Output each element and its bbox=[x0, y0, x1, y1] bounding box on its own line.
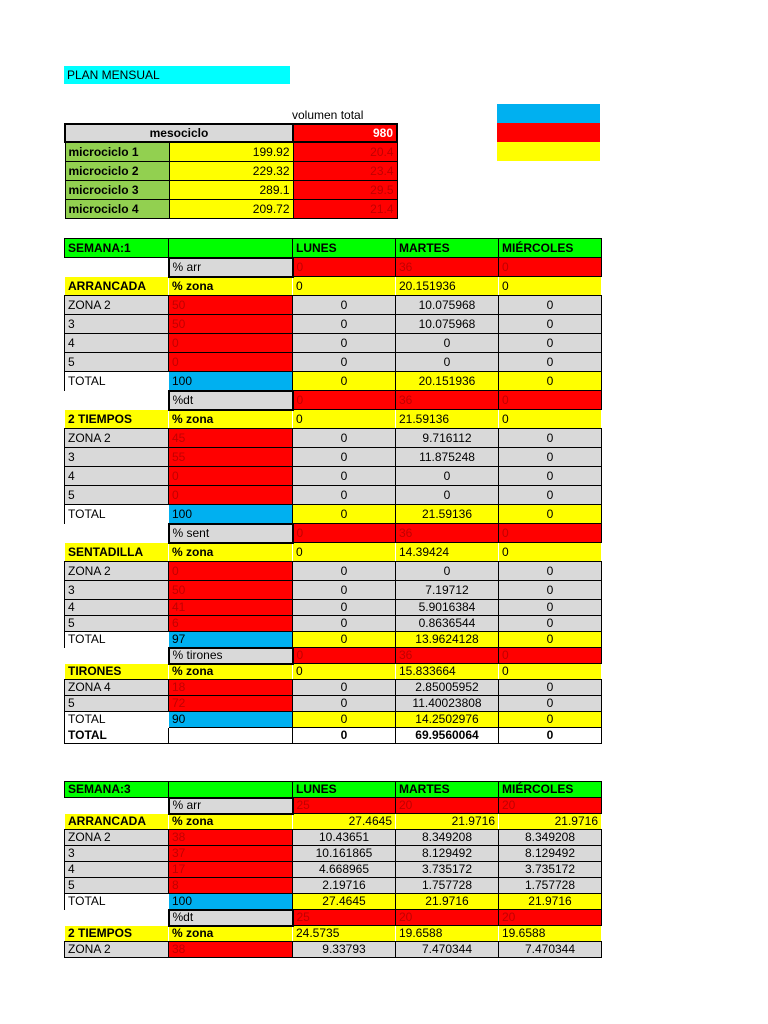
day-lunes: LUNES bbox=[293, 239, 396, 258]
zona-label: % zona bbox=[169, 277, 293, 296]
zone-label: 4 bbox=[65, 334, 169, 353]
zone-percent[interactable]: 0 bbox=[169, 562, 293, 581]
total-value[interactable]: 27.4645 bbox=[293, 894, 396, 910]
total-value[interactable]: 0 bbox=[293, 372, 396, 391]
total-value[interactable]: 0 bbox=[499, 712, 602, 728]
zone-label: 5 bbox=[65, 696, 169, 712]
total-label: TOTAL bbox=[65, 712, 169, 728]
zone-row bbox=[65, 846, 602, 862]
zone-value[interactable]: 0 bbox=[499, 562, 602, 581]
zone-percent[interactable]: 50 bbox=[169, 296, 293, 315]
zone-value[interactable]: 8.349208 bbox=[499, 830, 602, 846]
zone-label: 4 bbox=[65, 600, 169, 616]
zona-value[interactable]: 14.39424 bbox=[396, 543, 499, 562]
zone-percent[interactable]: 50 bbox=[169, 581, 293, 600]
microciclo-name: microciclo 4 bbox=[65, 199, 169, 218]
zone-value[interactable]: 0 bbox=[396, 486, 499, 505]
microciclo-value-b[interactable]: 23.4 bbox=[293, 161, 397, 180]
zone-value[interactable]: 0 bbox=[293, 600, 396, 616]
zone-value[interactable]: 0 bbox=[499, 486, 602, 505]
zone-value[interactable]: 0 bbox=[499, 353, 602, 372]
zone-percent[interactable]: 50 bbox=[169, 315, 293, 334]
zone-value[interactable]: 0 bbox=[499, 448, 602, 467]
zone-value[interactable]: 10.161865 bbox=[293, 846, 396, 862]
zona-value[interactable]: 0 bbox=[293, 410, 396, 429]
week-header-row bbox=[65, 239, 602, 258]
zone-label: ZONA 2 bbox=[65, 942, 169, 958]
zone-value[interactable]: 0 bbox=[293, 581, 396, 600]
day-martes: MARTES bbox=[396, 239, 499, 258]
zone-value[interactable]: 0 bbox=[499, 296, 602, 315]
zone-percent[interactable]: 37 bbox=[169, 846, 293, 862]
zone-value[interactable]: 0 bbox=[293, 448, 396, 467]
zone-value[interactable]: 4.668965 bbox=[293, 862, 396, 878]
zone-percent[interactable]: 72 bbox=[169, 696, 293, 712]
percent-value[interactable]: 0 bbox=[293, 391, 396, 410]
zone-row bbox=[65, 467, 602, 486]
total-value[interactable]: 13.9624128 bbox=[396, 632, 499, 648]
percent-value[interactable]: 36 bbox=[396, 524, 499, 543]
percent-value[interactable]: 36 bbox=[396, 648, 499, 664]
zone-percent[interactable]: 17 bbox=[169, 862, 293, 878]
week-label: SEMANA:3 bbox=[65, 782, 169, 798]
legend-swatch-red bbox=[497, 123, 600, 142]
zone-row bbox=[65, 680, 602, 696]
microciclo-value-b[interactable]: 20.4 bbox=[293, 142, 397, 161]
zone-value[interactable]: 0 bbox=[499, 600, 602, 616]
zone-value[interactable]: 0 bbox=[293, 334, 396, 353]
zone-value[interactable]: 11.875248 bbox=[396, 448, 499, 467]
zone-label: 5 bbox=[65, 486, 169, 505]
percent-value[interactable]: 20 bbox=[396, 798, 499, 814]
total-value[interactable]: 0 bbox=[499, 505, 602, 524]
microciclo-value-b[interactable]: 29.5 bbox=[293, 180, 397, 199]
exercise-row bbox=[65, 814, 602, 830]
zona-value[interactable]: 0 bbox=[293, 543, 396, 562]
zone-row bbox=[65, 581, 602, 600]
zone-percent[interactable]: 8 bbox=[169, 878, 293, 894]
day-lunes: LUNES bbox=[293, 782, 396, 798]
total-value[interactable]: 21.59136 bbox=[396, 505, 499, 524]
total-value[interactable]: 21.9716 bbox=[499, 894, 602, 910]
microciclo-row bbox=[65, 199, 397, 218]
zone-value[interactable]: 0 bbox=[396, 562, 499, 581]
blank-cell bbox=[65, 391, 169, 410]
grand-total-value[interactable]: 0 bbox=[499, 728, 602, 744]
zone-percent[interactable]: 6 bbox=[169, 616, 293, 632]
zone-value[interactable]: 3.735172 bbox=[396, 862, 499, 878]
zona-value[interactable]: 24.5735 bbox=[293, 926, 396, 942]
microciclo-name: microciclo 3 bbox=[65, 180, 169, 199]
zone-value[interactable]: 11.40023808 bbox=[396, 696, 499, 712]
percent-value[interactable]: 20 bbox=[499, 910, 602, 926]
percent-value[interactable]: 0 bbox=[499, 391, 602, 410]
percent-label: % tirones bbox=[169, 648, 293, 664]
zona-value[interactable]: 20.151936 bbox=[396, 277, 499, 296]
zone-label: 3 bbox=[65, 315, 169, 334]
blank-cell bbox=[65, 910, 169, 926]
zone-value[interactable]: 0 bbox=[293, 562, 396, 581]
percent-label: % arr bbox=[169, 798, 293, 814]
zone-value[interactable]: 0 bbox=[293, 429, 396, 448]
zone-value[interactable]: 2.85005952 bbox=[396, 680, 499, 696]
zone-value[interactable]: 0 bbox=[499, 581, 602, 600]
zone-value[interactable]: 1.757728 bbox=[396, 878, 499, 894]
zone-percent[interactable]: 0 bbox=[169, 467, 293, 486]
percent-row bbox=[65, 798, 602, 814]
zone-value[interactable]: 0 bbox=[293, 696, 396, 712]
zone-value[interactable]: 0 bbox=[396, 467, 499, 486]
percent-value[interactable]: 36 bbox=[396, 258, 499, 277]
zone-percent[interactable]: 55 bbox=[169, 448, 293, 467]
microciclo-value-a[interactable]: 229.32 bbox=[169, 161, 293, 180]
exercise-row bbox=[65, 410, 602, 429]
zone-percent[interactable]: 0 bbox=[169, 486, 293, 505]
total-value[interactable]: 0 bbox=[293, 505, 396, 524]
mesociclo-table bbox=[64, 123, 398, 219]
zone-value[interactable]: 0 bbox=[499, 680, 602, 696]
zone-value[interactable]: 7.470344 bbox=[499, 942, 602, 958]
total-percent[interactable]: 97 bbox=[169, 632, 293, 648]
zona-value[interactable]: 0 bbox=[499, 410, 602, 429]
total-percent[interactable]: 100 bbox=[169, 372, 293, 391]
zone-value[interactable]: 0 bbox=[396, 334, 499, 353]
percent-value[interactable]: 36 bbox=[396, 391, 499, 410]
exercise-name: TIRONES bbox=[65, 664, 169, 680]
zone-percent[interactable]: 41 bbox=[169, 600, 293, 616]
microciclo-row bbox=[65, 180, 397, 199]
zone-percent[interactable]: 0 bbox=[169, 353, 293, 372]
zona-value[interactable]: 27.4645 bbox=[293, 814, 396, 830]
zone-row bbox=[65, 600, 602, 616]
zone-value[interactable]: 0 bbox=[293, 315, 396, 334]
total-value[interactable]: 14.2502976 bbox=[396, 712, 499, 728]
zone-label: ZONA 2 bbox=[65, 830, 169, 846]
zone-label: ZONA 2 bbox=[65, 296, 169, 315]
percent-label: % arr bbox=[169, 258, 293, 277]
total-percent[interactable]: 100 bbox=[169, 505, 293, 524]
total-label: TOTAL bbox=[65, 505, 169, 524]
zone-label: 5 bbox=[65, 878, 169, 894]
zone-percent[interactable]: 45 bbox=[169, 429, 293, 448]
total-value[interactable]: 20.151936 bbox=[396, 372, 499, 391]
zone-value[interactable]: 0 bbox=[293, 296, 396, 315]
zona-value[interactable]: 0 bbox=[499, 277, 602, 296]
plan-title: PLAN MENSUAL bbox=[64, 66, 290, 84]
zone-value[interactable]: 10.075968 bbox=[396, 296, 499, 315]
zone-row bbox=[65, 562, 602, 581]
zone-value[interactable]: 0 bbox=[499, 696, 602, 712]
microciclo-name: microciclo 2 bbox=[65, 161, 169, 180]
zone-percent[interactable]: 38 bbox=[169, 942, 293, 958]
zone-label: ZONA 4 bbox=[65, 680, 169, 696]
zona-value[interactable]: 0 bbox=[293, 277, 396, 296]
zona-value[interactable]: 21.9716 bbox=[499, 814, 602, 830]
blank-cell bbox=[65, 798, 169, 814]
percent-value[interactable]: 0 bbox=[293, 524, 396, 543]
total-row bbox=[65, 632, 602, 648]
semana-1-table bbox=[64, 238, 602, 744]
grand-total-label: TOTAL bbox=[65, 728, 169, 744]
zone-row bbox=[65, 334, 602, 353]
total-value[interactable]: 0 bbox=[293, 712, 396, 728]
zone-value[interactable]: 3.735172 bbox=[499, 862, 602, 878]
total-value[interactable]: 0 bbox=[499, 372, 602, 391]
zone-value[interactable]: 0 bbox=[499, 616, 602, 632]
day-martes: MARTES bbox=[396, 782, 499, 798]
total-value[interactable]: 0 bbox=[499, 632, 602, 648]
zone-row bbox=[65, 696, 602, 712]
grand-total-blank bbox=[169, 728, 293, 744]
exercise-name: ARRANCADA bbox=[65, 277, 169, 296]
zone-value[interactable]: 0 bbox=[293, 486, 396, 505]
percent-value[interactable]: 0 bbox=[499, 648, 602, 664]
total-label: TOTAL bbox=[65, 372, 169, 391]
zone-label: 4 bbox=[65, 467, 169, 486]
zone-value[interactable]: 0 bbox=[293, 680, 396, 696]
zone-value[interactable]: 0 bbox=[499, 315, 602, 334]
zone-row bbox=[65, 429, 602, 448]
week-header-blank bbox=[169, 782, 293, 798]
zone-row bbox=[65, 616, 602, 632]
microciclo-name: microciclo 1 bbox=[65, 142, 169, 161]
zone-value[interactable]: 8.129492 bbox=[499, 846, 602, 862]
grand-total-value[interactable]: 0 bbox=[293, 728, 396, 744]
zone-row bbox=[65, 296, 602, 315]
zone-row bbox=[65, 830, 602, 846]
semana-3-table bbox=[64, 781, 602, 958]
zone-row bbox=[65, 486, 602, 505]
total-row bbox=[65, 505, 602, 524]
total-value[interactable]: 21.9716 bbox=[396, 894, 499, 910]
zone-value[interactable]: 9.33793 bbox=[293, 942, 396, 958]
week-label: SEMANA:1 bbox=[65, 239, 169, 258]
zone-value[interactable]: 7.19712 bbox=[396, 581, 499, 600]
zone-row bbox=[65, 448, 602, 467]
zone-percent[interactable]: 0 bbox=[169, 334, 293, 353]
total-row bbox=[65, 894, 602, 910]
mesociclo-value[interactable]: 980 bbox=[293, 124, 397, 142]
total-percent[interactable]: 90 bbox=[169, 712, 293, 728]
zone-value[interactable]: 0 bbox=[293, 616, 396, 632]
volumen-total-label: volumen total bbox=[292, 108, 364, 122]
microciclo-value-b[interactable]: 21.4 bbox=[293, 199, 397, 218]
exercise-name: 2 TIEMPOS bbox=[65, 926, 169, 942]
exercise-row bbox=[65, 277, 602, 296]
zone-value[interactable]: 0 bbox=[293, 467, 396, 486]
zone-label: 4 bbox=[65, 862, 169, 878]
zone-value[interactable]: 8.129492 bbox=[396, 846, 499, 862]
blank-cell bbox=[65, 648, 169, 664]
zona-value[interactable]: 21.9716 bbox=[396, 814, 499, 830]
percent-value[interactable]: 0 bbox=[499, 524, 602, 543]
total-label: TOTAL bbox=[65, 894, 169, 910]
day-miercoles: MIÉRCOLES bbox=[499, 239, 602, 258]
percent-value[interactable]: 0 bbox=[293, 258, 396, 277]
zone-value[interactable]: 7.470344 bbox=[396, 942, 499, 958]
zona-label: % zona bbox=[169, 926, 293, 942]
day-miercoles: MIÉRCOLES bbox=[499, 782, 602, 798]
zone-value[interactable]: 0 bbox=[499, 429, 602, 448]
zone-value[interactable]: 0 bbox=[396, 353, 499, 372]
zona-label: % zona bbox=[169, 410, 293, 429]
percent-value[interactable]: 0 bbox=[293, 648, 396, 664]
zone-value[interactable]: 0 bbox=[499, 334, 602, 353]
microciclo-row bbox=[65, 142, 397, 161]
zone-value[interactable]: 0.8636544 bbox=[396, 616, 499, 632]
percent-row bbox=[65, 524, 602, 543]
mesociclo-label: mesociclo bbox=[65, 124, 293, 142]
percent-label: %dt bbox=[169, 910, 293, 926]
zone-label: 3 bbox=[65, 448, 169, 467]
percent-value[interactable]: 0 bbox=[499, 258, 602, 277]
zona-label: % zona bbox=[169, 543, 293, 562]
zone-value[interactable]: 10.43651 bbox=[293, 830, 396, 846]
percent-row bbox=[65, 258, 602, 277]
zona-label: % zona bbox=[169, 814, 293, 830]
blank-cell bbox=[65, 258, 169, 277]
percent-row bbox=[65, 391, 602, 410]
zona-value[interactable]: 0 bbox=[293, 664, 396, 680]
percent-value[interactable]: 25 bbox=[293, 798, 396, 814]
microciclo-value-a[interactable]: 209.72 bbox=[169, 199, 293, 218]
percent-value[interactable]: 20 bbox=[499, 798, 602, 814]
zone-label: 5 bbox=[65, 353, 169, 372]
percent-label: %dt bbox=[169, 391, 293, 410]
total-row bbox=[65, 372, 602, 391]
total-value[interactable]: 0 bbox=[293, 632, 396, 648]
microciclo-value-a[interactable]: 289.1 bbox=[169, 180, 293, 199]
zone-label: 5 bbox=[65, 616, 169, 632]
zona-value[interactable]: 19.6588 bbox=[396, 926, 499, 942]
zone-value[interactable]: 8.349208 bbox=[396, 830, 499, 846]
legend-swatch-blue bbox=[497, 104, 600, 123]
percent-value[interactable]: 20 bbox=[396, 910, 499, 926]
zone-percent[interactable]: 38 bbox=[169, 830, 293, 846]
zone-label: 3 bbox=[65, 846, 169, 862]
week-header-blank bbox=[169, 239, 293, 258]
exercise-name: SENTADILLA bbox=[65, 543, 169, 562]
zone-row bbox=[65, 315, 602, 334]
zone-value[interactable]: 10.075968 bbox=[396, 315, 499, 334]
zone-label: 3 bbox=[65, 581, 169, 600]
zona-value[interactable]: 0 bbox=[499, 664, 602, 680]
zone-percent[interactable]: 18 bbox=[169, 680, 293, 696]
zone-row bbox=[65, 942, 602, 958]
zone-label: ZONA 2 bbox=[65, 562, 169, 581]
zona-value[interactable]: 15.833664 bbox=[396, 664, 499, 680]
exercise-row bbox=[65, 926, 602, 942]
total-percent[interactable]: 100 bbox=[169, 894, 293, 910]
total-row bbox=[65, 712, 602, 728]
zona-value[interactable]: 21.59136 bbox=[396, 410, 499, 429]
zone-value[interactable]: 2.19716 bbox=[293, 878, 396, 894]
zona-value[interactable]: 19.6588 bbox=[499, 926, 602, 942]
zone-value[interactable]: 0 bbox=[499, 467, 602, 486]
percent-label: % sent bbox=[169, 524, 293, 543]
week-header-row bbox=[65, 782, 602, 798]
exercise-name: ARRANCADA bbox=[65, 814, 169, 830]
microciclo-value-a[interactable]: 199.92 bbox=[169, 142, 293, 161]
percent-row bbox=[65, 648, 602, 664]
zona-value[interactable]: 0 bbox=[499, 543, 602, 562]
zone-value[interactable]: 9.716112 bbox=[396, 429, 499, 448]
legend-swatch-yellow bbox=[497, 142, 600, 161]
grand-total-row bbox=[65, 728, 602, 744]
exercise-name: 2 TIEMPOS bbox=[65, 410, 169, 429]
zona-label: % zona bbox=[169, 664, 293, 680]
zone-label: ZONA 2 bbox=[65, 429, 169, 448]
percent-value[interactable]: 25 bbox=[293, 910, 396, 926]
exercise-row bbox=[65, 543, 602, 562]
microciclo-row bbox=[65, 161, 397, 180]
total-label: TOTAL bbox=[65, 632, 169, 648]
zone-row bbox=[65, 878, 602, 894]
zone-row bbox=[65, 862, 602, 878]
blank-cell bbox=[65, 524, 169, 543]
grand-total-value[interactable]: 69.9560064 bbox=[396, 728, 499, 744]
zone-row bbox=[65, 353, 602, 372]
percent-row bbox=[65, 910, 602, 926]
zone-value[interactable]: 0 bbox=[293, 353, 396, 372]
zone-value[interactable]: 5.9016384 bbox=[396, 600, 499, 616]
zone-value[interactable]: 1.757728 bbox=[499, 878, 602, 894]
exercise-row bbox=[65, 664, 602, 680]
